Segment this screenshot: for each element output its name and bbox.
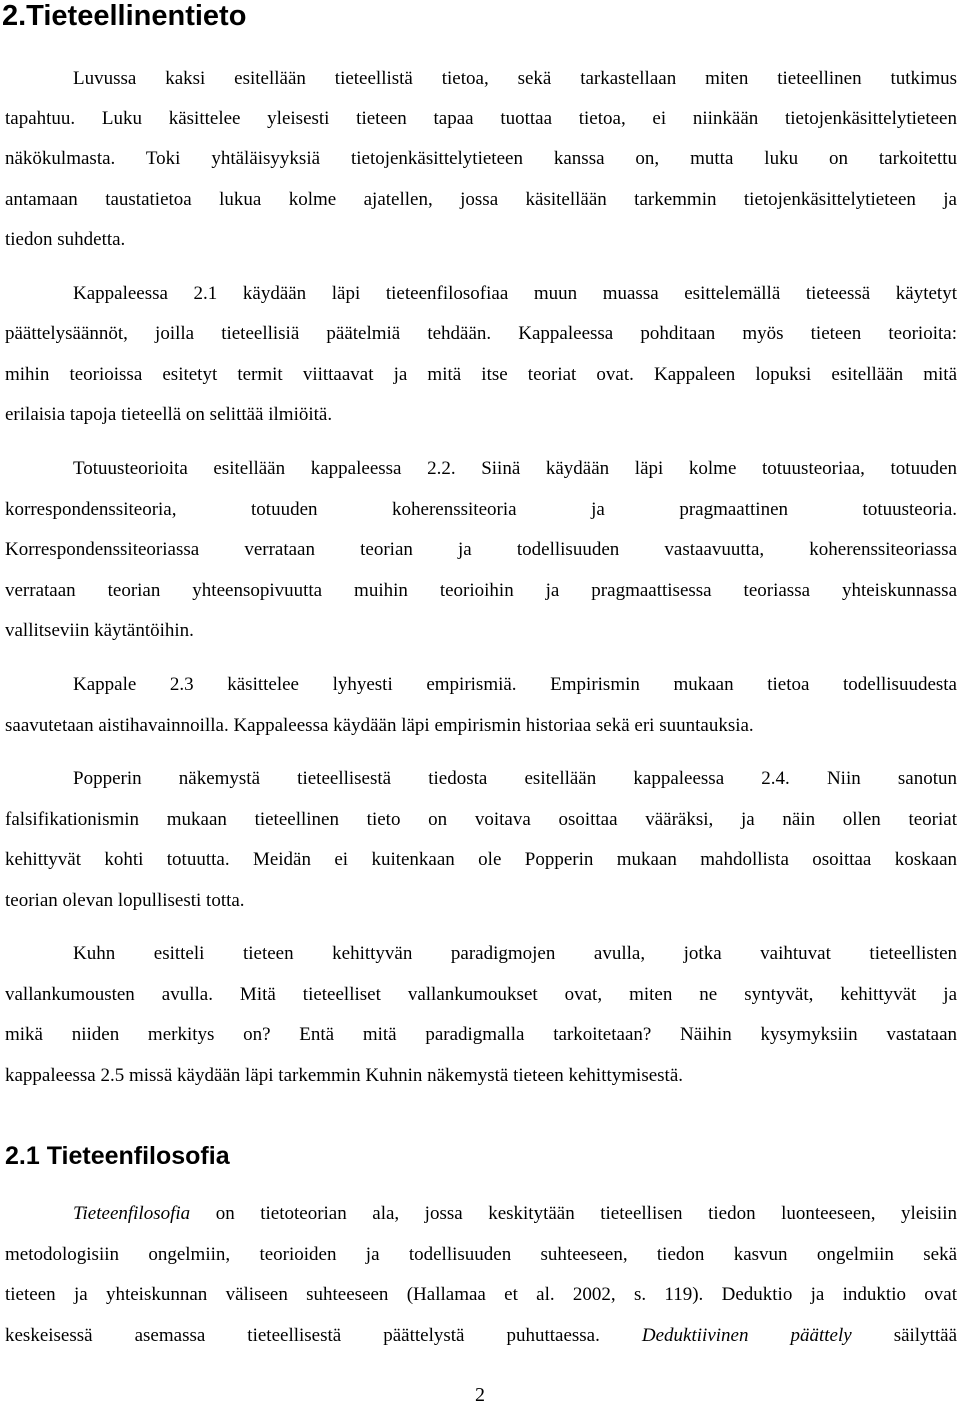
section-paragraph-line: metodologisiin ongelmiin, teorioiden ja todellisuuden suhteeseen, tiedon kasvun ongelmiin sekä xyxy=(5,1244,957,1265)
paragraph-line: teorian olevan lopullisesti totta. xyxy=(5,890,245,911)
paragraph-line: Kuhn esitteli tieteen kehittyvän paradigmojen avulla, jotka vaihtuvat tieteellisten xyxy=(73,943,957,964)
section-heading: 2.1 Tieteenfilosofia xyxy=(5,1142,230,1170)
section-paragraph-line: tieteen ja yhteiskunnan väliseen suhteeseen (Hallamaa et al. 2002, s. 119). Deduktio ja induktio ovat xyxy=(5,1284,957,1305)
paragraph-line: vallitseviin käytäntöihin. xyxy=(5,620,194,641)
paragraph-line: Kappale 2.3 käsittelee lyhyesti empirismiä. Empirismin mukaan tietoa todellisuudesta xyxy=(73,674,957,695)
italic-term: Deduktiivinen päättely xyxy=(641,1325,852,1346)
paragraph-line: mihin teorioissa esitetyt termit viittaavat ja mitä itse teoriat ovat. Kappaleen lopuksi esitellään mitä xyxy=(5,364,957,385)
paragraph-line: Korrespondenssiteoriassa verrataan teorian ja todellisuuden vastaavuutta, koherenssiteoriassa xyxy=(5,539,957,560)
paragraph-line: falsifikationismin mukaan tieteellinen tieto on voitava osoittaa vääräksi, ja näin ollen teoriat xyxy=(5,809,957,830)
section-paragraph-line xyxy=(73,1200,957,1228)
text-span: on tietoteorian ala, jossa keskitytään tieteellisen tiedon luonteeseen, yleisiin xyxy=(190,1203,957,1224)
paragraph-line: Kappaleessa 2.1 käydään läpi tieteenfilosofiaa muun muassa esittelemällä tieteessä käytetyt xyxy=(73,283,957,304)
paragraph-line: näkökulmasta. Toki yhtäläisyyksiä tietojenkäsittelytieteen kanssa on, mutta luku on tarkoitettu xyxy=(5,148,957,169)
text-span: keskeisessä asemassa tieteellisestä päättelystä puhuttaessa. xyxy=(5,1325,642,1346)
page-number: 2 xyxy=(475,1384,485,1406)
paragraph-line: erilaisia tapoja tieteellä on selittää ilmiöitä. xyxy=(5,404,333,425)
paragraph-line: Popperin näkemystä tieteellisestä tiedosta esitellään kappaleessa 2.4. Niin sanotun xyxy=(73,768,957,789)
paragraph-line: antamaan taustatietoa lukua kolme ajatellen, jossa käsitellään tarkemmin tietojenkäsittelytieteen ja xyxy=(5,189,957,210)
paragraph-line: mikä niiden merkitys on? Entä mitä paradigmalla tarkoitetaan? Näihin kysymyksiin vastataan xyxy=(5,1024,957,1045)
text-span: säilyttää xyxy=(851,1325,958,1346)
chapter-heading: 2.Tieteellinentieto xyxy=(2,0,247,32)
paragraph-line: päättelysäännöt, joilla tieteellisiä päätelmiä tehdään. Kappaleessa pohditaan myös tieteen teorioita: xyxy=(5,323,957,344)
paragraph-line: vallankumousten avulla. Mitä tieteelliset vallankumoukset ovat, miten ne syntyvät, kehittyvät ja xyxy=(5,984,957,1005)
paragraph-line: tiedon suhdetta. xyxy=(5,229,126,250)
italic-term: Tieteenfilosofia xyxy=(73,1203,191,1224)
paragraph-line: tapahtuu. Luku käsittelee yleisesti tieteen tapaa tuottaa tietoa, ei niinkään tietojenkäsittelytieteen xyxy=(5,108,957,129)
paragraph-line: saavutetaan aistihavainnoilla. Kappaleessa käydään läpi empirismin historiaa sekä eri suuntauksia. xyxy=(5,715,754,736)
paragraph-line: Totuusteorioita esitellään kappaleessa 2.2. Siinä käydään läpi kolme totuusteoriaa, totuuden xyxy=(73,458,957,479)
paragraph-line: Luvussa kaksi esitellään tieteellistä tietoa, sekä tarkastellaan miten tieteellinen tutkimus xyxy=(73,68,957,89)
paragraph-line: kehittyvät kohti totuutta. Meidän ei kuitenkaan ole Popperin mukaan mahdollista osoittaa koskaan xyxy=(5,849,957,870)
paragraph-line: verrataan teorian yhteensopivuutta muihin teorioihin ja pragmaattisessa teoriassa yhteiskunnassa xyxy=(5,580,957,601)
paragraph-line: kappaleessa 2.5 missä käydään läpi tarkemmin Kuhnin näkemystä tieteen kehittymisestä. xyxy=(5,1065,684,1086)
paragraph-line: korrespondenssiteoria, totuuden koherenssiteoria ja pragmaattinen totuusteoria. xyxy=(5,499,957,520)
section-paragraph-line xyxy=(5,1322,957,1350)
